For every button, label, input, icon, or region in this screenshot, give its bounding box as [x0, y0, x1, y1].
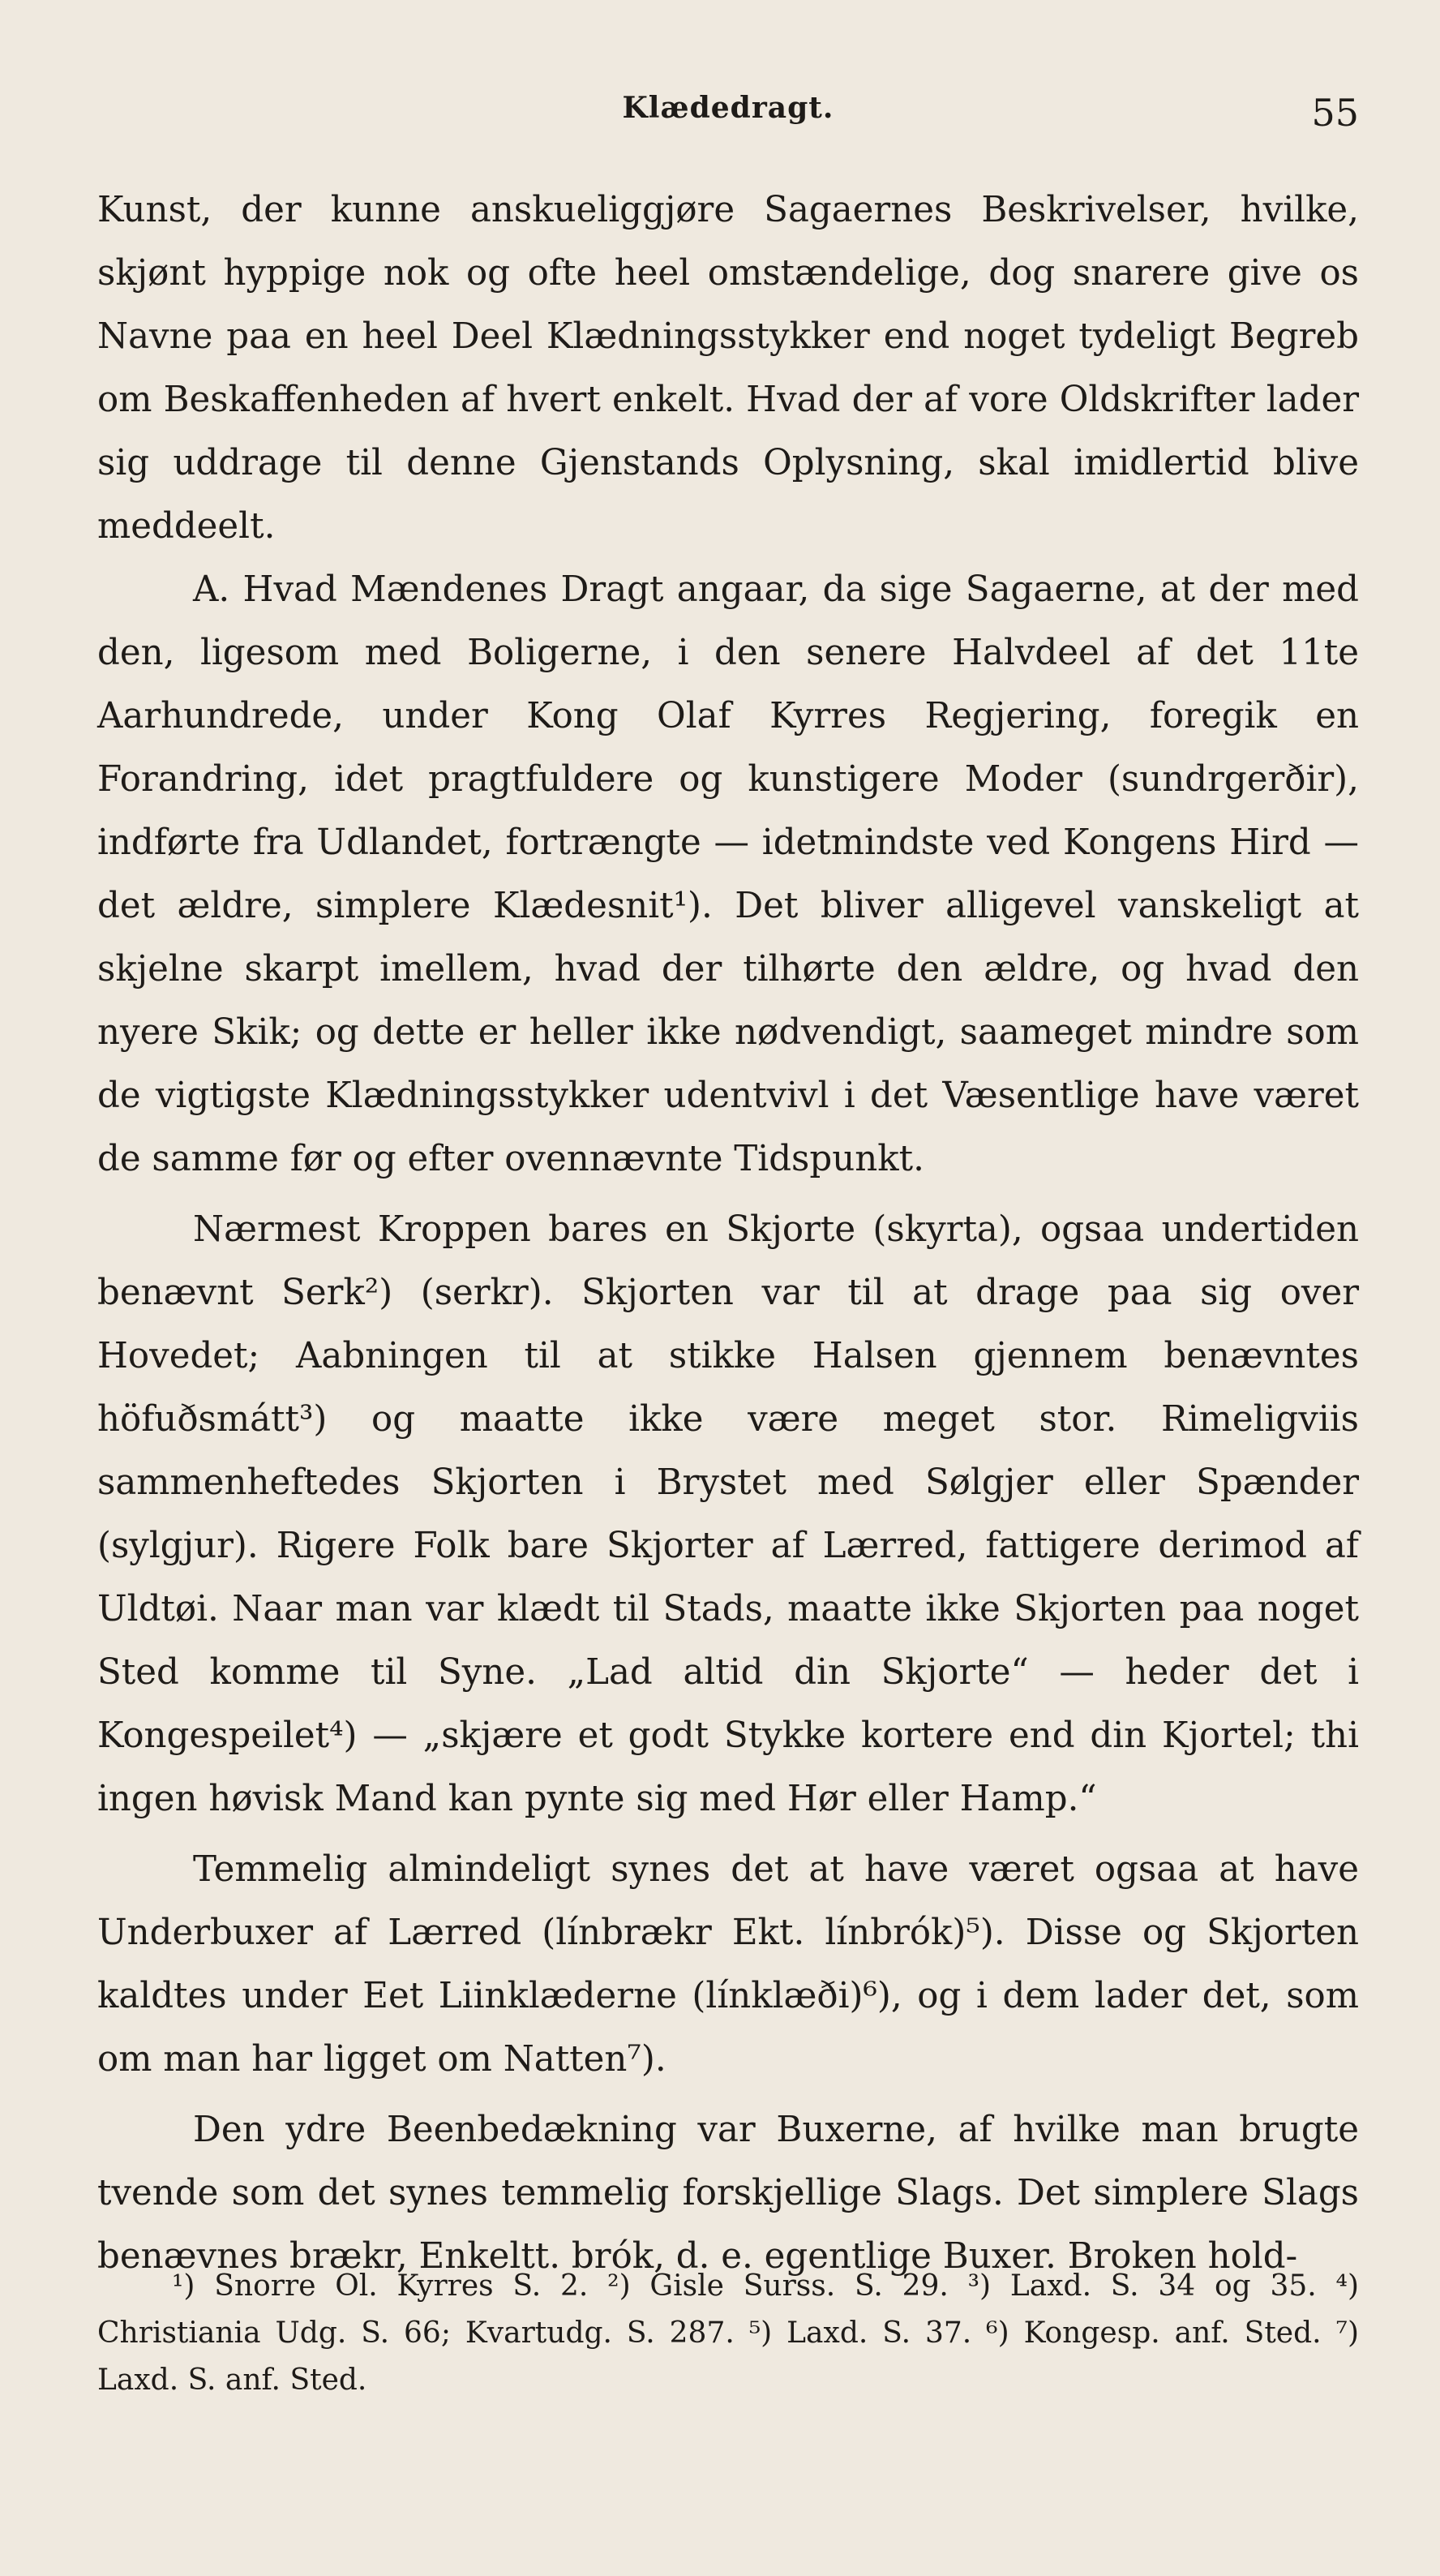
- paragraph-continuation: Kunst, der kunne anskueliggjøre Sagaernes Beskrivelser, hvilke, skjønt hyppige nok og ofte heel omstændelige, dog snarere give os Navne paa en heel Deel Klædningsstykker end noget tydeligt Begreb om Beskaffenheden af hvert enkelt. Hvad der af vore Oldskrifter lader sig uddrage til denne Gjenstands Oplysning, skal imidlertid blive meddeelt.: [97, 190, 1359, 547]
- paragraph-shirt: Nærmest Kroppen bares en Skjorte (skyrta), ogsaa undertiden benævnt Serk²) (serkr). Skjorten var til at drage paa sig over Hovedet; Aabningen til at stikke Halsen gjennem benævntes höfuðsmátt³) og maatte ikke være meget stor. Rimeligviis sammenheftedes Skjorten i Brystet med Sølgjer eller Spænder (sylgjur). Rigere Folk bare Skjorter af Lærred, fattigere derimod af Uldtøi. Naar man var klædt til Stads, maatte ikke Skjorten paa noget Sted komme til Syne. „Lad altid din Skjorte“ — heder det i Kongespeilet⁴) — „skjære et godt Stykke kortere end din Kjortel; thi ingen høvisk Mand kan pynte sig med Hør eller Hamp.“: [97, 1209, 1359, 1819]
- footnote-text: ¹) Snorre Ol. Kyrres S. 2. ²) Gisle Surss. S. 29. ³) Laxd. S. 34 og 35. ⁴) Christiania Udg. S. 66; Kvartudg. S. 287. ⁵) Laxd. S. 37. ⁶) Kongesp. anf. Sted. ⁷) Laxd. S. anf. Sted.: [97, 2269, 1359, 2397]
- page-number: 55: [1311, 91, 1359, 135]
- footnotes: [97, 2263, 1359, 2404]
- paragraph-mens-dress: A. Hvad Mændenes Dragt angaar, da sige Sagaerne, at der med den, ligesom med Boligerne, i den senere Halvdeel af det 11te Aarhundrede, under Kong Olaf Kyrres Regjering, foregik en Forandring, idet pragtfuldere og kunstigere Moder (sundrgerðir), indførte fra Udlandet, fortrængte — idetmindste ved Kongens Hird — det ældre, simplere Klædesnit¹). Det bliver alligevel vanskeligt at skjelne skarpt imellem, hvad der tilhørte den ældre, og hvad den nyere Skik; og dette er heller ikke nødvendigt, saameget mindre som de vigtigste Klædningsstykker udentvivl i det Væsentlige have været de samme før og efter ovennævnte Tidspunkt.: [97, 569, 1359, 1179]
- paragraph-trousers: Den ydre Beenbedækning var Buxerne, af hvilke man brugte tvende som det synes temmelig forskjellige Slags. Det simplere Slags benævnes brækr, Enkeltt. brók, d. e. egentlige Buxer. Broken hold-: [97, 2110, 1359, 2277]
- running-title: Klædedragt.: [622, 91, 834, 125]
- paragraph-underpants: Temmelig almindeligt synes det at have været ogsaa at have Underbuxer af Lærred (línbrækr Ekt. línbrók)⁵). Disse og Skjorten kaldtes under Eet Liinklæderne (línklæði)⁶), og i dem lader det, som om man har ligget om Natten⁷).: [97, 1849, 1359, 2080]
- page-header: [97, 91, 1359, 148]
- body-text: [97, 178, 1359, 2288]
